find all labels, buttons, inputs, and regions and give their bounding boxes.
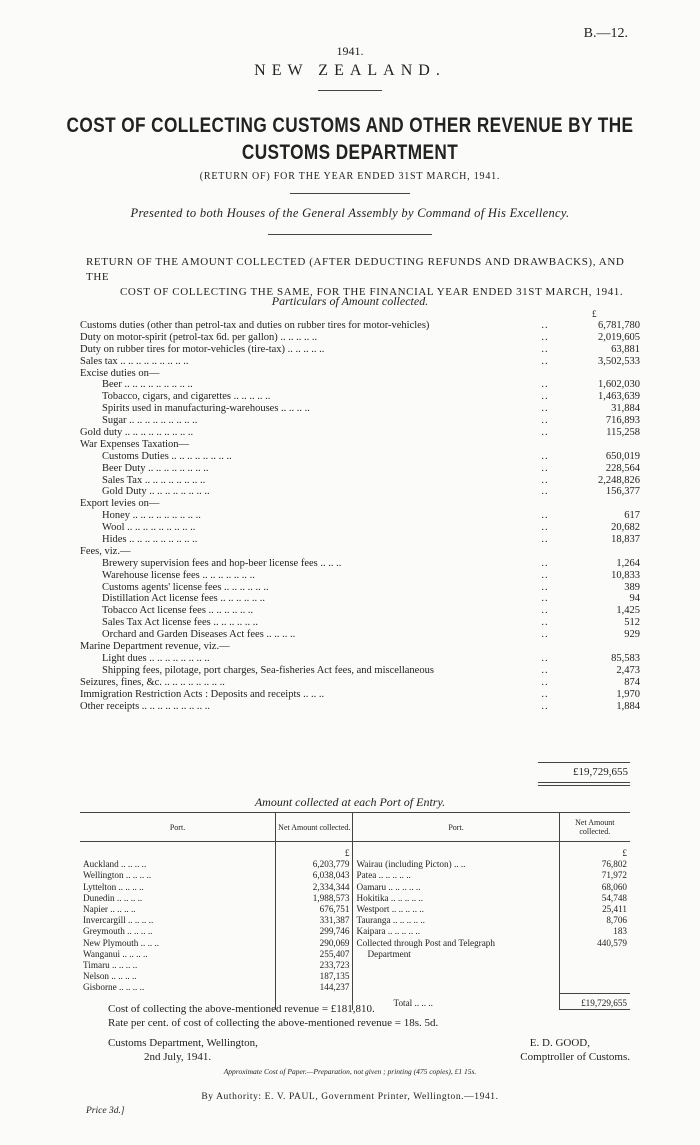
title-line-2: CUSTOMS DEPARTMENT	[241, 141, 459, 164]
ports-col-net-right: Net Amount collected.	[559, 813, 630, 842]
particulars-amount: 617	[624, 510, 640, 522]
ports-row	[80, 904, 630, 915]
port-amount: 676,751	[276, 904, 353, 915]
particulars-leader-dots: ..	[541, 534, 549, 546]
port-name: Hokitika .. .. .. .. ..	[356, 892, 424, 903]
particulars-amount: 31,884	[611, 403, 640, 415]
total-rule-top	[538, 762, 630, 763]
particulars-amount: 2,019,605	[598, 331, 640, 343]
particulars-leader-dots: ..	[541, 522, 549, 534]
particulars-leader-dots: ..	[541, 629, 549, 641]
port-name: Wairau (including Picton) .. ..	[356, 859, 466, 870]
port-name: Oamaru .. .. .. .. ..	[356, 881, 421, 892]
particulars-label: Tobacco Act license fees .. .. .. .. .. ..	[102, 605, 254, 617]
particulars-row	[80, 427, 640, 439]
port-name: Westport .. .. .. .. ..	[356, 904, 424, 915]
ports-row	[80, 960, 630, 971]
approximate-cost-note: Approximate Cost of Paper.—Preparation, not given ; printing (475 copies), £1 15s.	[223, 1067, 477, 1076]
signature-department: Customs Department, Wellington,	[108, 1037, 258, 1049]
particulars-label: Orchard and Garden Diseases Act fees .. .. .. ..	[102, 629, 296, 641]
particulars-label: War Expenses Taxation—	[80, 438, 190, 450]
ports-row	[80, 859, 630, 870]
intro-line-2: COST OF COLLECTING THE SAME, FOR THE FINANCIAL YEAR ENDED 31ST MARCH, 1941.	[120, 286, 624, 298]
port-name: Nelson .. .. .. ..	[83, 971, 137, 982]
particulars-leader-dots: ..	[541, 427, 549, 439]
particulars-row	[80, 534, 640, 546]
particulars-row	[80, 558, 640, 570]
particulars-row	[80, 653, 640, 665]
particulars-label: Sales Tax Act license fees .. .. .. .. .. ..	[102, 617, 258, 629]
particulars-amount: 94	[629, 593, 640, 605]
ports-row	[80, 870, 630, 881]
particulars-label: Seizures, fines, &c. .. .. .. .. .. .. .. ..	[80, 676, 225, 688]
particulars-label: Sugar .. .. .. .. .. .. .. .. ..	[102, 415, 198, 427]
ports-col-port-right: Port.	[353, 813, 559, 842]
ports-heading: Amount collected at each Port of Entry.	[254, 795, 446, 809]
particulars-leader-dots: ..	[541, 581, 549, 593]
ports-currency-right: £	[559, 842, 630, 860]
particulars-leader-dots: ..	[541, 593, 549, 605]
particulars-label: Other receipts .. .. .. .. .. .. .. .. ..	[80, 700, 211, 712]
particulars-row	[80, 403, 640, 415]
particulars-amount: 650,019	[605, 450, 640, 462]
port-name	[353, 960, 559, 971]
ports-row	[80, 926, 630, 937]
particulars-label: Immigration Restriction Acts : Deposits and receipts .. .. ..	[80, 688, 325, 700]
particulars-leader-dots: ..	[541, 700, 549, 712]
particulars-amount: 389	[624, 581, 640, 593]
port-amount: 54,748	[559, 893, 630, 904]
document-title	[63, 112, 637, 166]
particulars-amount: 156,377	[605, 486, 640, 498]
ports-row	[80, 982, 630, 993]
subtitle-rule	[290, 193, 410, 194]
port-name: Gisborne .. .. .. ..	[83, 982, 145, 993]
particulars-row	[80, 546, 640, 558]
total-rule-double	[538, 785, 630, 786]
particulars-row	[80, 570, 640, 582]
port-amount: 290,069	[276, 938, 353, 949]
port-name: Dunedin .. .. .. ..	[83, 892, 143, 903]
port-amount	[559, 960, 630, 971]
particulars-amount: 1,970	[616, 688, 640, 700]
port-name: Wellington .. .. .. ..	[83, 870, 152, 881]
presented-rule	[268, 234, 432, 235]
particulars-row	[80, 486, 640, 498]
particulars-label: Beer .. .. .. .. .. .. .. .. ..	[102, 379, 193, 391]
port-name: Patea .. .. .. .. ..	[356, 870, 411, 881]
particulars-row	[80, 629, 640, 641]
port-amount: 299,746	[276, 926, 353, 937]
particulars-row	[80, 522, 640, 534]
ports-col-net-left: Net Amount collected.	[276, 813, 353, 842]
particulars-leader-dots: ..	[541, 462, 549, 474]
particulars-label: Marine Department revenue, viz.—	[80, 641, 230, 653]
particulars-row	[80, 510, 640, 522]
particulars-row	[80, 463, 640, 475]
port-amount: 68,060	[559, 882, 630, 893]
particulars-leader-dots: ..	[541, 664, 549, 676]
particulars-amount: 2,248,826	[598, 474, 640, 486]
particulars-row	[80, 701, 640, 713]
port-name: Timaru .. .. .. ..	[83, 960, 138, 971]
particulars-amount: 115,258	[606, 427, 640, 439]
particulars-amount: 18,837	[611, 534, 640, 546]
particulars-amount: 1,425	[616, 605, 640, 617]
particulars-leader-dots: ..	[541, 688, 549, 700]
particulars-label: Brewery supervision fees and hop-beer license fees .. .. ..	[102, 557, 342, 569]
particulars-label: Wool .. .. .. .. .. .. .. .. ..	[102, 522, 196, 534]
port-amount: 187,135	[276, 971, 353, 982]
particulars-row	[80, 344, 640, 356]
particulars-amount: 6,781,780	[598, 320, 640, 331]
port-amount: 440,579	[559, 938, 630, 949]
particulars-row	[80, 677, 640, 689]
ports-total-label: Total .. .. ..	[393, 997, 433, 1008]
particulars-leader-dots: ..	[541, 569, 549, 581]
particulars-row	[80, 689, 640, 701]
particulars-label: Sales Tax .. .. .. .. .. .. .. ..	[102, 474, 206, 486]
particulars-leader-dots: ..	[541, 450, 549, 462]
port-name: Greymouth .. .. .. ..	[83, 926, 153, 937]
particulars-amount: 63,881	[611, 343, 640, 355]
signature-date: 2nd July, 1941.	[144, 1051, 212, 1063]
signature-place-date	[108, 1036, 258, 1064]
particulars-list	[80, 320, 640, 712]
particulars-leader-dots: ..	[541, 605, 549, 617]
port-amount: 25,411	[559, 904, 630, 915]
particulars-amount: 1,264	[616, 557, 640, 569]
particulars-leader-dots: ..	[541, 343, 549, 355]
ports-row	[80, 915, 630, 926]
port-amount: 1,988,573	[276, 893, 353, 904]
port-amount: 6,203,779	[276, 859, 353, 870]
printer-authority: By Authority: E. V. PAUL, Government Printer, Wellington.—1941.	[201, 1092, 499, 1102]
particulars-amount: 929	[624, 629, 640, 641]
signature-title: Comptroller of Customs.	[520, 1051, 630, 1063]
total-rule-bottom	[538, 782, 630, 783]
particulars-label: Customs Duties .. .. .. .. .. .. .. ..	[102, 450, 232, 462]
country-heading: NEW ZEALAND.	[254, 62, 446, 79]
particulars-label: Gold duty .. .. .. .. .. .. .. .. ..	[80, 427, 194, 439]
particulars-label: Light dues .. .. .. .. .. .. .. ..	[102, 652, 210, 664]
particulars-label: Gold Duty .. .. .. .. .. .. .. ..	[102, 486, 210, 498]
particulars-leader-dots: ..	[541, 379, 549, 391]
port-amount: 255,407	[276, 949, 353, 960]
port-name: Napier .. .. .. ..	[83, 904, 136, 915]
port-name: Invercargill .. .. .. ..	[83, 915, 154, 926]
particulars-amount: 228,564	[605, 462, 640, 474]
particulars-label: Customs agents' license fees .. .. .. .. .. ..	[102, 581, 269, 593]
particulars-label: Spirits used in manufacturing-warehouses .. .. .. ..	[102, 403, 310, 415]
port-amount: 76,802	[559, 859, 630, 870]
port-amount: 8,706	[559, 915, 630, 926]
particulars-row	[80, 332, 640, 344]
particulars-label: Honey .. .. .. .. .. .. .. .. ..	[102, 510, 201, 522]
port-amount: 2,334,344	[276, 882, 353, 893]
particulars-leader-dots: ..	[541, 676, 549, 688]
particulars-label: Excise duties on—	[80, 367, 160, 379]
particulars-amount: 10,833	[611, 569, 640, 581]
particulars-leader-dots: ..	[541, 557, 549, 569]
ports-row	[80, 949, 630, 960]
particulars-amount: 1,884	[616, 700, 640, 712]
particulars-amount: 2,473	[616, 664, 640, 676]
particulars-row	[80, 475, 640, 487]
price-note: Price 3d.]	[86, 1106, 125, 1116]
particulars-row	[80, 451, 640, 463]
ports-row	[80, 938, 630, 949]
particulars-row	[80, 368, 640, 380]
particulars-row	[80, 582, 640, 594]
port-name: Lyttelton .. .. .. ..	[83, 881, 144, 892]
port-amount: 331,387	[276, 915, 353, 926]
cost-line-2: Rate per cent. of cost of collecting the above-mentioned revenue = 18s. 5d.	[108, 1017, 439, 1029]
port-amount: 6,038,043	[276, 870, 353, 881]
particulars-amount: 1,463,639	[598, 391, 640, 403]
port-name	[353, 982, 559, 993]
particulars-row	[80, 391, 640, 403]
particulars-leader-dots: ..	[541, 510, 549, 522]
document-reference: B.—12.	[583, 26, 628, 41]
particulars-label: Duty on motor-spirit (petrol-tax 6d. per gallon) .. .. .. .. ..	[80, 331, 318, 343]
particulars-label: Fees, viz.—	[80, 545, 131, 557]
port-amount	[559, 949, 630, 960]
particulars-label: Sales tax .. .. .. .. .. .. .. .. ..	[80, 355, 189, 367]
port-amount: 144,237	[276, 982, 353, 993]
return-of-subtitle: (RETURN OF) FOR THE YEAR ENDED 31ST MARCH, 1941.	[199, 171, 501, 182]
ports-currency-left: £	[276, 842, 353, 860]
particulars-row	[80, 665, 640, 677]
particulars-leader-dots: ..	[541, 331, 549, 343]
particulars-label: Duty on rubber tires for motor-vehicles (tire-tax) .. .. .. .. ..	[80, 343, 325, 355]
particulars-row	[80, 439, 640, 451]
port-name: Wanganui .. .. .. ..	[83, 948, 148, 959]
particulars-row	[80, 356, 640, 368]
particulars-leader-dots: ..	[541, 403, 549, 415]
particulars-row	[80, 641, 640, 653]
particulars-label: Distillation Act license fees .. .. .. .. .. ..	[102, 593, 266, 605]
cost-summary	[108, 1002, 438, 1030]
particulars-row	[80, 498, 640, 510]
signature-name: E. D. GOOD,	[529, 1037, 590, 1049]
cost-line-1: Cost of collecting the above-mentioned revenue = £181,810.	[108, 1003, 375, 1015]
port-amount	[559, 982, 630, 993]
particulars-currency: £	[592, 309, 597, 319]
ports-row	[80, 882, 630, 893]
particulars-label: Hides .. .. .. .. .. .. .. .. ..	[102, 534, 198, 546]
port-name: Tauranga .. .. .. .. ..	[356, 915, 425, 926]
particulars-amount: 716,893	[605, 415, 640, 427]
particulars-amount: 3,502,533	[598, 355, 640, 367]
particulars-row	[80, 605, 640, 617]
document-year: 1941.	[336, 44, 364, 58]
particulars-label: Tobacco, cigars, and cigarettes .. .. .. .. ..	[102, 391, 271, 403]
particulars-heading: Particulars of Amount collected.	[271, 294, 429, 308]
title-line-1: COST OF COLLECTING CUSTOMS AND OTHER REVENUE BY THE	[66, 114, 634, 137]
particulars-row	[80, 617, 640, 629]
particulars-leader-dots: ..	[541, 355, 549, 367]
ports-total-amount: £19,729,655	[559, 994, 630, 1010]
particulars-leader-dots: ..	[541, 652, 549, 664]
particulars-amount: 512	[624, 617, 640, 629]
particulars-label: Export levies on—	[80, 498, 160, 510]
header-rule	[318, 90, 382, 91]
particulars-leader-dots: ..	[541, 486, 549, 498]
ports-row	[80, 971, 630, 982]
particulars-leader-dots: ..	[541, 415, 549, 427]
ports-col-port-left: Port.	[80, 813, 276, 842]
particulars-amount: 85,583	[611, 652, 640, 664]
particulars-row	[80, 415, 640, 427]
particulars-label: Shipping fees, pilotage, port charges, Sea-fisheries Act fees, and miscellaneous	[102, 664, 434, 676]
port-name	[353, 971, 559, 982]
ports-row	[80, 893, 630, 904]
port-amount	[559, 971, 630, 982]
particulars-row	[80, 320, 640, 332]
particulars-label: Warehouse license fees .. .. .. .. .. .. ..	[102, 569, 255, 581]
particulars-amount: 20,682	[611, 522, 640, 534]
ports-table	[80, 812, 630, 1010]
port-amount: 71,972	[559, 870, 630, 881]
presented-line: Presented to both Houses of the General Assembly by Command of His Excellency.	[130, 206, 570, 220]
port-name: Department	[367, 948, 411, 959]
particulars-total: £19,729,655	[573, 766, 628, 778]
port-amount: 233,723	[276, 960, 353, 971]
particulars-label: Beer Duty .. .. .. .. .. .. .. ..	[102, 462, 209, 474]
particulars-amount: 874	[624, 676, 640, 688]
particulars-leader-dots: ..	[541, 320, 549, 331]
port-name: Auckland .. .. .. ..	[83, 859, 147, 870]
intro-line-1: RETURN OF THE AMOUNT COLLECTED (AFTER DEDUCTING REFUNDS AND DRAWBACKS), AND THE	[86, 256, 625, 283]
particulars-leader-dots: ..	[541, 474, 549, 486]
particulars-leader-dots: ..	[541, 617, 549, 629]
port-name: Collected through Post and Telegraph	[356, 937, 495, 948]
signature-block	[520, 1036, 630, 1064]
particulars-row	[80, 379, 640, 391]
port-name: Kaipara .. .. .. .. ..	[356, 926, 421, 937]
particulars-label: Customs duties (other than petrol-tax and duties on rubber tires for motor-vehicles)	[80, 320, 430, 331]
particulars-amount: 1,602,030	[598, 379, 640, 391]
port-amount: 183	[559, 926, 630, 937]
particulars-row	[80, 593, 640, 605]
port-name: New Plymouth .. .. ..	[83, 937, 160, 948]
particulars-leader-dots: ..	[541, 391, 549, 403]
